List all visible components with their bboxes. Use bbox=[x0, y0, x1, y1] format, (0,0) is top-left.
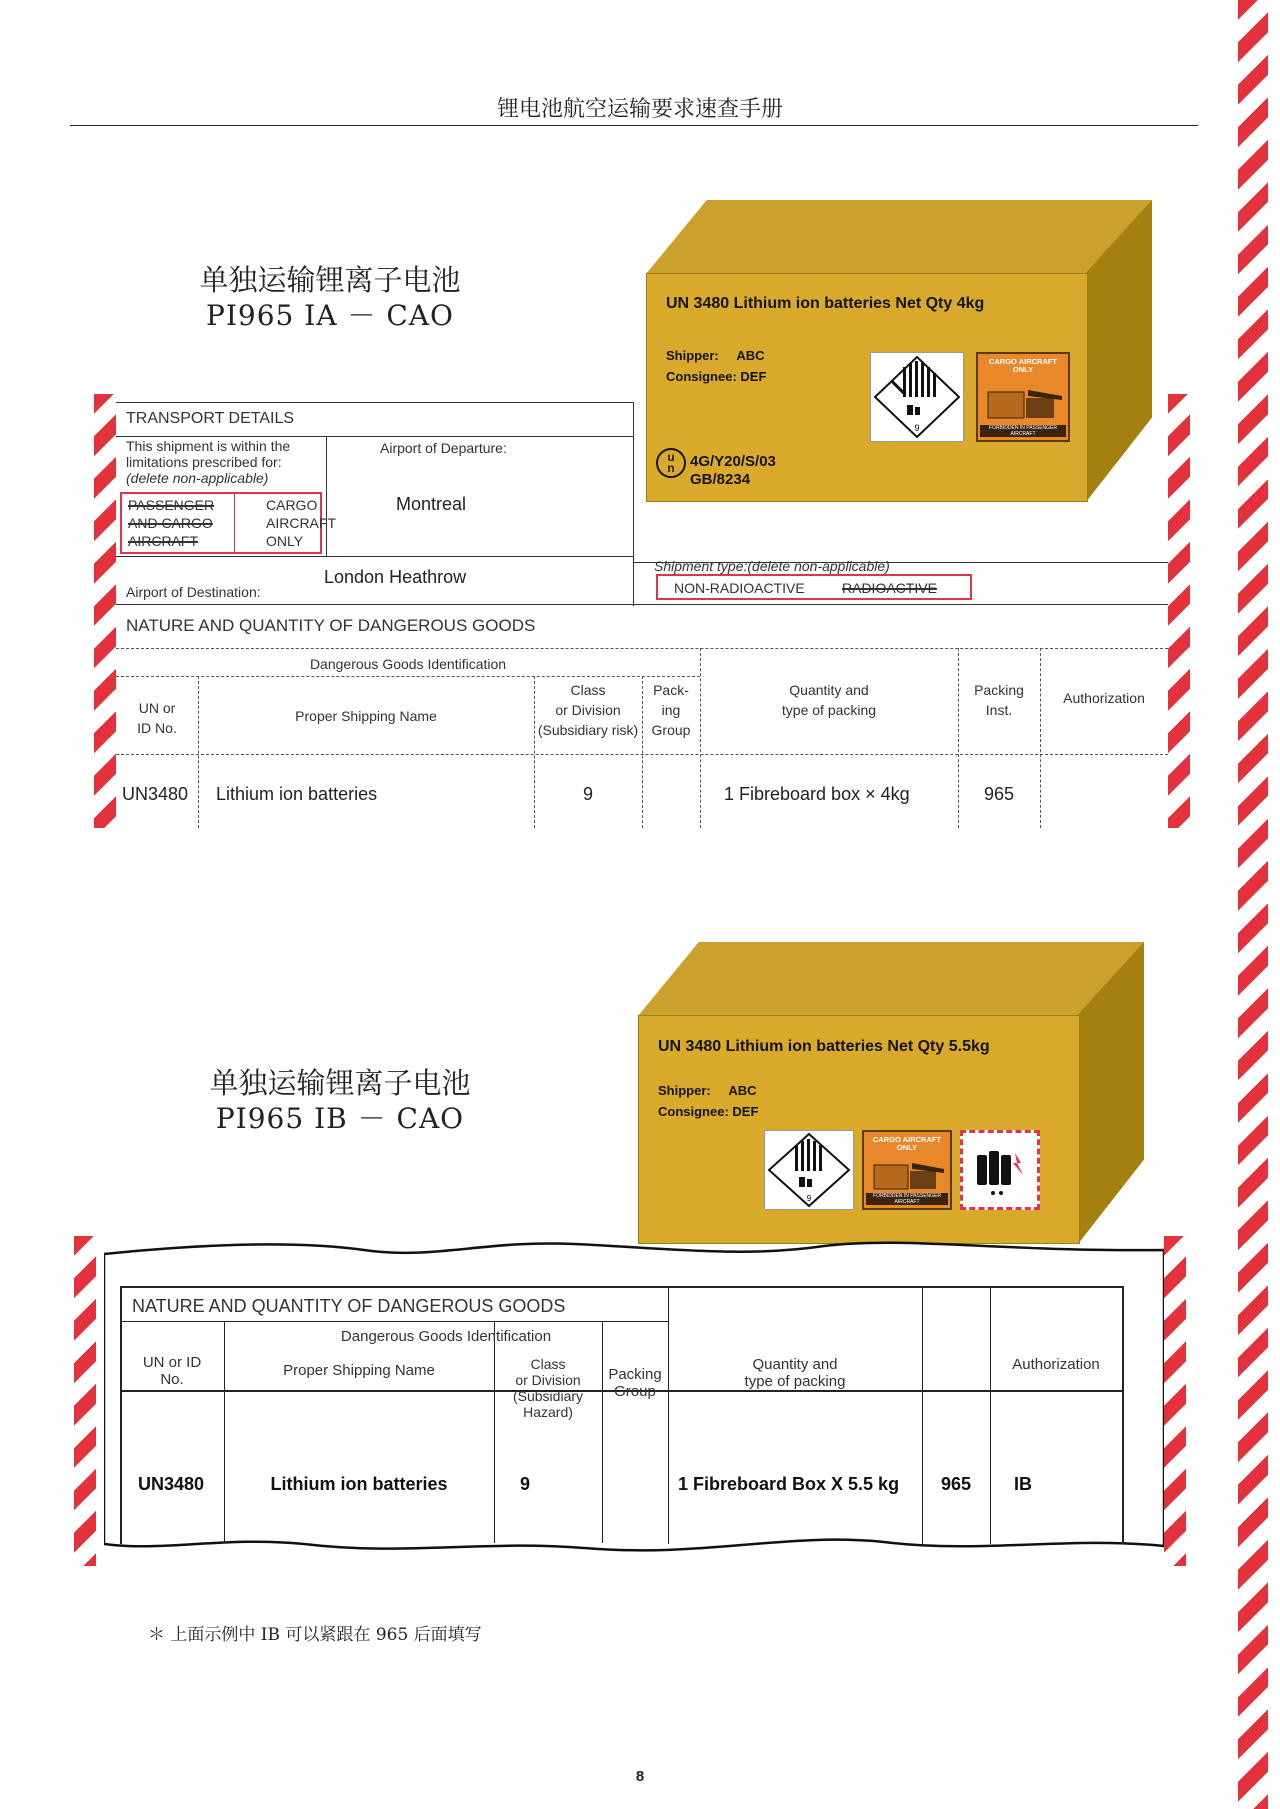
nature-quantity-heading: NATURE AND QUANTITY OF DANGEROUS GOODS bbox=[126, 616, 536, 635]
f2-row-authorization: IB bbox=[1014, 1474, 1032, 1494]
svg-text:9: 9 bbox=[806, 1194, 812, 1203]
header-rule bbox=[70, 125, 1198, 126]
section2-title bbox=[180, 1065, 500, 1136]
f2-col-proper-shipping-name: Proper Shipping Name bbox=[283, 1362, 435, 1379]
form1-right-stripe bbox=[1168, 394, 1190, 828]
page-border-stripe bbox=[1238, 0, 1268, 1809]
f2-row-quantity: 1 Fibreboard Box X 5.5 kg bbox=[678, 1474, 900, 1494]
f2-col-packing-group: Packing Group bbox=[608, 1366, 662, 1400]
box1-consignee: Consignee: DEF bbox=[666, 369, 767, 384]
lithium-battery-mark-icon bbox=[960, 1130, 1040, 1210]
col-proper-shipping-name: Proper Shipping Name bbox=[295, 708, 437, 724]
f2-nature-quantity-heading: NATURE AND QUANTITY OF DANGEROUS GOODS bbox=[132, 1296, 566, 1316]
box2-consignee: Consignee: DEF bbox=[658, 1104, 759, 1119]
shipment-type-label: Shipment type:(delete non-applicable) bbox=[654, 558, 890, 574]
section2-title-line1: 单独运输锂离子电池 bbox=[209, 1066, 471, 1100]
col-un-id: UN or ID No. bbox=[137, 700, 177, 736]
box2-shipper: Shipper: ABC bbox=[658, 1083, 757, 1098]
radioactive-option: RADIOACTIVE bbox=[842, 580, 937, 596]
col-quantity-packing: Quantity and type of packing bbox=[781, 682, 877, 718]
cargo-aircraft-only-label-icon: CARGO AIRCRAFT ONLY FORBIDDEN IN PASSENGER AIRCRAFT bbox=[976, 352, 1070, 442]
col-packing-inst: Packing Inst. bbox=[974, 682, 1024, 718]
class9-hazard-label-icon bbox=[870, 352, 964, 442]
form1-left-stripe bbox=[94, 394, 116, 828]
f2-col-quantity-packing: Quantity and type of packing bbox=[744, 1356, 846, 1390]
f2-row-class: 9 bbox=[520, 1474, 531, 1494]
destination-value: London Heathrow bbox=[324, 567, 467, 587]
departure-label: Airport of Departure: bbox=[380, 440, 507, 456]
f2-row-un-number: UN3480 bbox=[138, 1474, 205, 1494]
un-packaging-spec: 4G/Y20/S/03 GB/8234 bbox=[690, 453, 776, 488]
f2-dg-identification-label: Dangerous Goods Identification bbox=[340, 1328, 552, 1345]
f2-row-proper-shipping-name: Lithium ion batteries bbox=[270, 1474, 448, 1494]
dg-form-2 bbox=[74, 1236, 1184, 1566]
section1-title-line1: 单独运输锂离子电池 bbox=[199, 263, 461, 297]
row-class: 9 bbox=[582, 784, 593, 804]
svg-text:9: 9 bbox=[914, 423, 920, 433]
dg-identification-label: Dangerous Goods Identification bbox=[309, 656, 507, 672]
package-box-2 bbox=[638, 942, 1144, 1244]
un-packaging-symbol-icon: u n bbox=[656, 448, 686, 478]
row-packing-inst: 965 bbox=[983, 784, 1015, 804]
f2-row-packing-inst: 965 bbox=[940, 1474, 972, 1494]
row-proper-shipping-name: Lithium ion batteries bbox=[216, 784, 378, 804]
page-header-title: 锂电池航空运输要求速查手册 bbox=[496, 97, 783, 122]
form2-right-stripe bbox=[1164, 1236, 1186, 1566]
col-class-division: Class or Division (Subsidiary risk) bbox=[537, 682, 639, 738]
f2-col-class-division: Class or Division (Subsidiary Hazard) bbox=[512, 1356, 584, 1420]
col-packing-group: Pack- ing Group bbox=[651, 682, 691, 738]
section2-title-line2: PI965 IB － CAO bbox=[215, 1102, 465, 1136]
f2-col-un-id: UN or ID No. bbox=[142, 1354, 202, 1388]
destination-label: Airport of Destination: bbox=[126, 584, 261, 600]
col-authorization: Authorization bbox=[1063, 690, 1145, 706]
cargo-aircraft-option: CARGO AIRCRAFT ONLY bbox=[266, 497, 336, 549]
page-number: 8 bbox=[635, 1768, 645, 1785]
cargo-aircraft-only-label-icon: CARGO AIRCRAFT ONLY FORBIDDEN IN PASSENGER AIRCRAFT bbox=[862, 1130, 952, 1210]
box1-title: UN 3480 Lithium ion batteries Net Qty 4kg bbox=[666, 295, 985, 312]
footnote: ＊ 上面示例中 IB 可以紧跟在 965 后面填写 bbox=[148, 1625, 482, 1645]
non-radioactive-option: NON-RADIOACTIVE bbox=[674, 580, 805, 596]
section1-title-line2: PI965 IA － CAO bbox=[206, 299, 454, 333]
row-quantity: 1 Fibreboard box × 4kg bbox=[724, 784, 910, 804]
departure-value: Montreal bbox=[396, 494, 467, 514]
passenger-cargo-option: PASSENGER AND CARGO AIRCRAFT bbox=[128, 497, 215, 549]
class9-hazard-label-icon bbox=[764, 1130, 854, 1210]
package-box-1 bbox=[646, 200, 1152, 502]
row-un-number: UN3480 bbox=[122, 784, 189, 804]
limitations-text: This shipment is within the limitations prescribed for: (delete non-applicable) bbox=[126, 438, 291, 486]
f2-col-authorization: Authorization bbox=[1012, 1356, 1100, 1373]
box1-shipper: Shipper: ABC bbox=[666, 348, 765, 363]
section1-title bbox=[170, 262, 490, 333]
transport-details-heading: TRANSPORT DETAILS bbox=[126, 410, 295, 427]
box2-title: UN 3480 Lithium ion batteries Net Qty 5.5kg bbox=[658, 1038, 990, 1055]
form2-left-stripe bbox=[74, 1236, 96, 1566]
